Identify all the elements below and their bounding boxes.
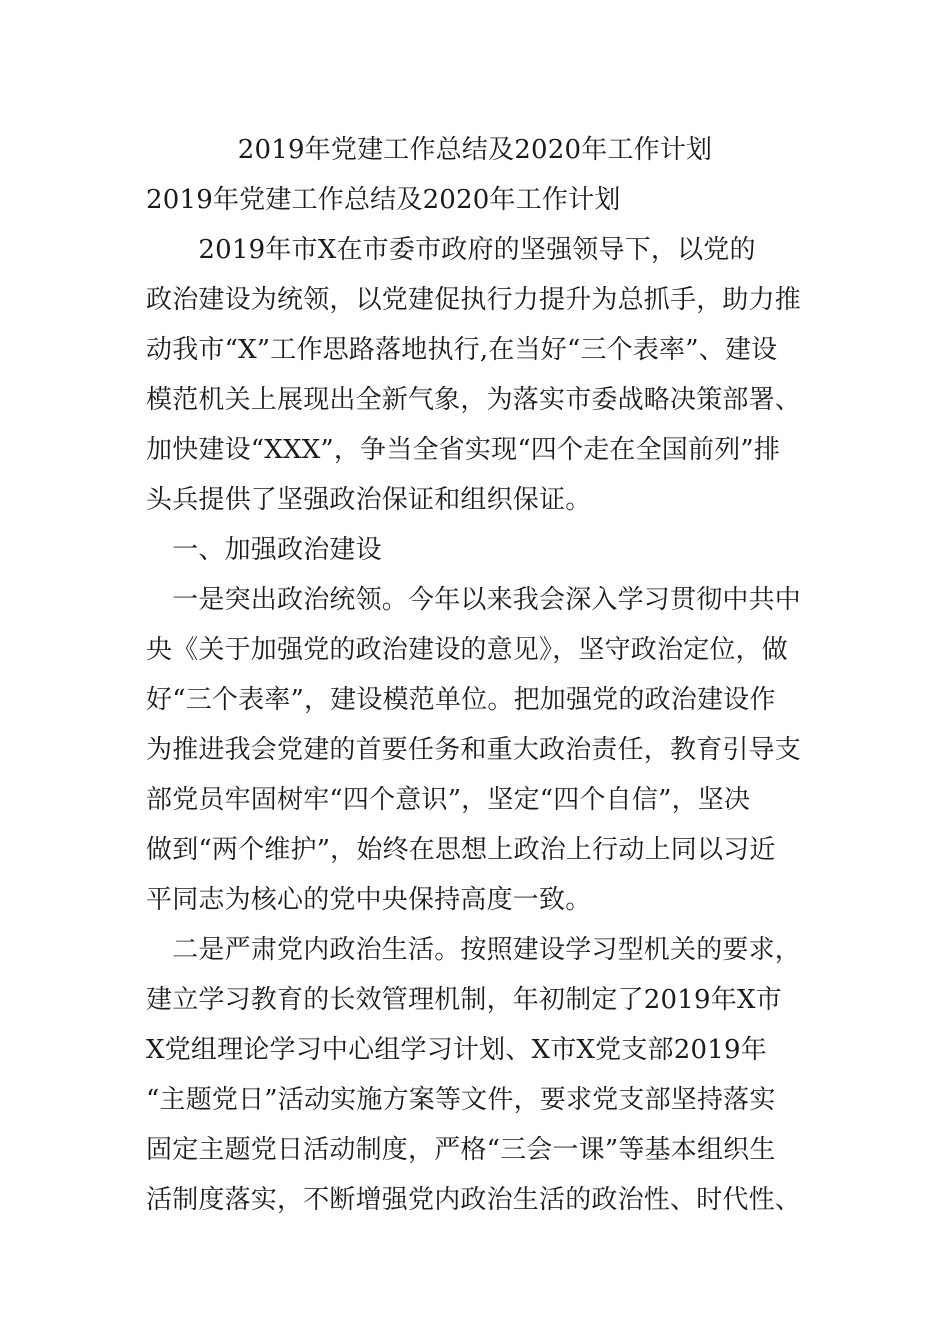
body-line: 好“三个表率”，建设模范单位。把加强党的政治建设作	[146, 685, 776, 715]
body-line: 动我市“X”工作思路落地执行,在当好“三个表率”、建设	[146, 335, 778, 365]
body-line: 建立学习教育的长效管理机制，年初制定了2019年X市	[146, 985, 782, 1015]
body-line: 部党员牢固树牢“四个意识”，坚定“四个自信”，坚决	[146, 785, 751, 815]
body-line: 模范机关上展现出全新气象，为落实市委战略决策部署、	[146, 385, 802, 415]
body-line: X党组理论学习中心组学习计划、X市X党支部2019年	[146, 1035, 767, 1065]
body-line: 做到“两个维护”，始终在思想上政治上行动上同以习近	[146, 835, 776, 865]
body-line: 央《关于加强党的政治建设的意见》，坚守政治定位，做	[146, 635, 789, 665]
body-line: 平同志为核心的党中央保持高度一致。	[146, 885, 592, 915]
body-line: “主题党日”活动实施方案等文件，要求党支部坚持落实	[146, 1085, 776, 1115]
body-line: 二是严肃党内政治生活。按照建设学习型机关的要求，	[146, 935, 802, 965]
body-line: 固定主题党日活动制度，严格“三会一课”等基本组织生	[146, 1135, 776, 1165]
section-heading: 一、加强政治建设	[146, 535, 382, 565]
document-subtitle: 2019年党建工作总结及2020年工作计划	[146, 185, 621, 215]
body-line: 头兵提供了坚强政治保证和组织保证。	[146, 485, 592, 515]
body-line: 政治建设为统领，以党建促执行力提升为总抓手，助力推	[146, 285, 802, 315]
body-line: 活制度落实，不断增强党内政治生活的政治性、时代性、	[146, 1185, 802, 1215]
body-line: 加快建设“XXX”，争当全省实现“四个走在全国前列”排	[146, 435, 781, 465]
document-title: 2019年党建工作总结及2020年工作计划	[237, 135, 713, 165]
body-line: 2019年市X在市委市政府的坚强领导下，以党的	[146, 235, 756, 265]
body-line: 一是突出政治统领。今年以来我会深入学习贯彻中共中	[146, 585, 802, 615]
body-line: 为推进我会党建的首要任务和重大政治责任，教育引导支	[146, 735, 802, 765]
